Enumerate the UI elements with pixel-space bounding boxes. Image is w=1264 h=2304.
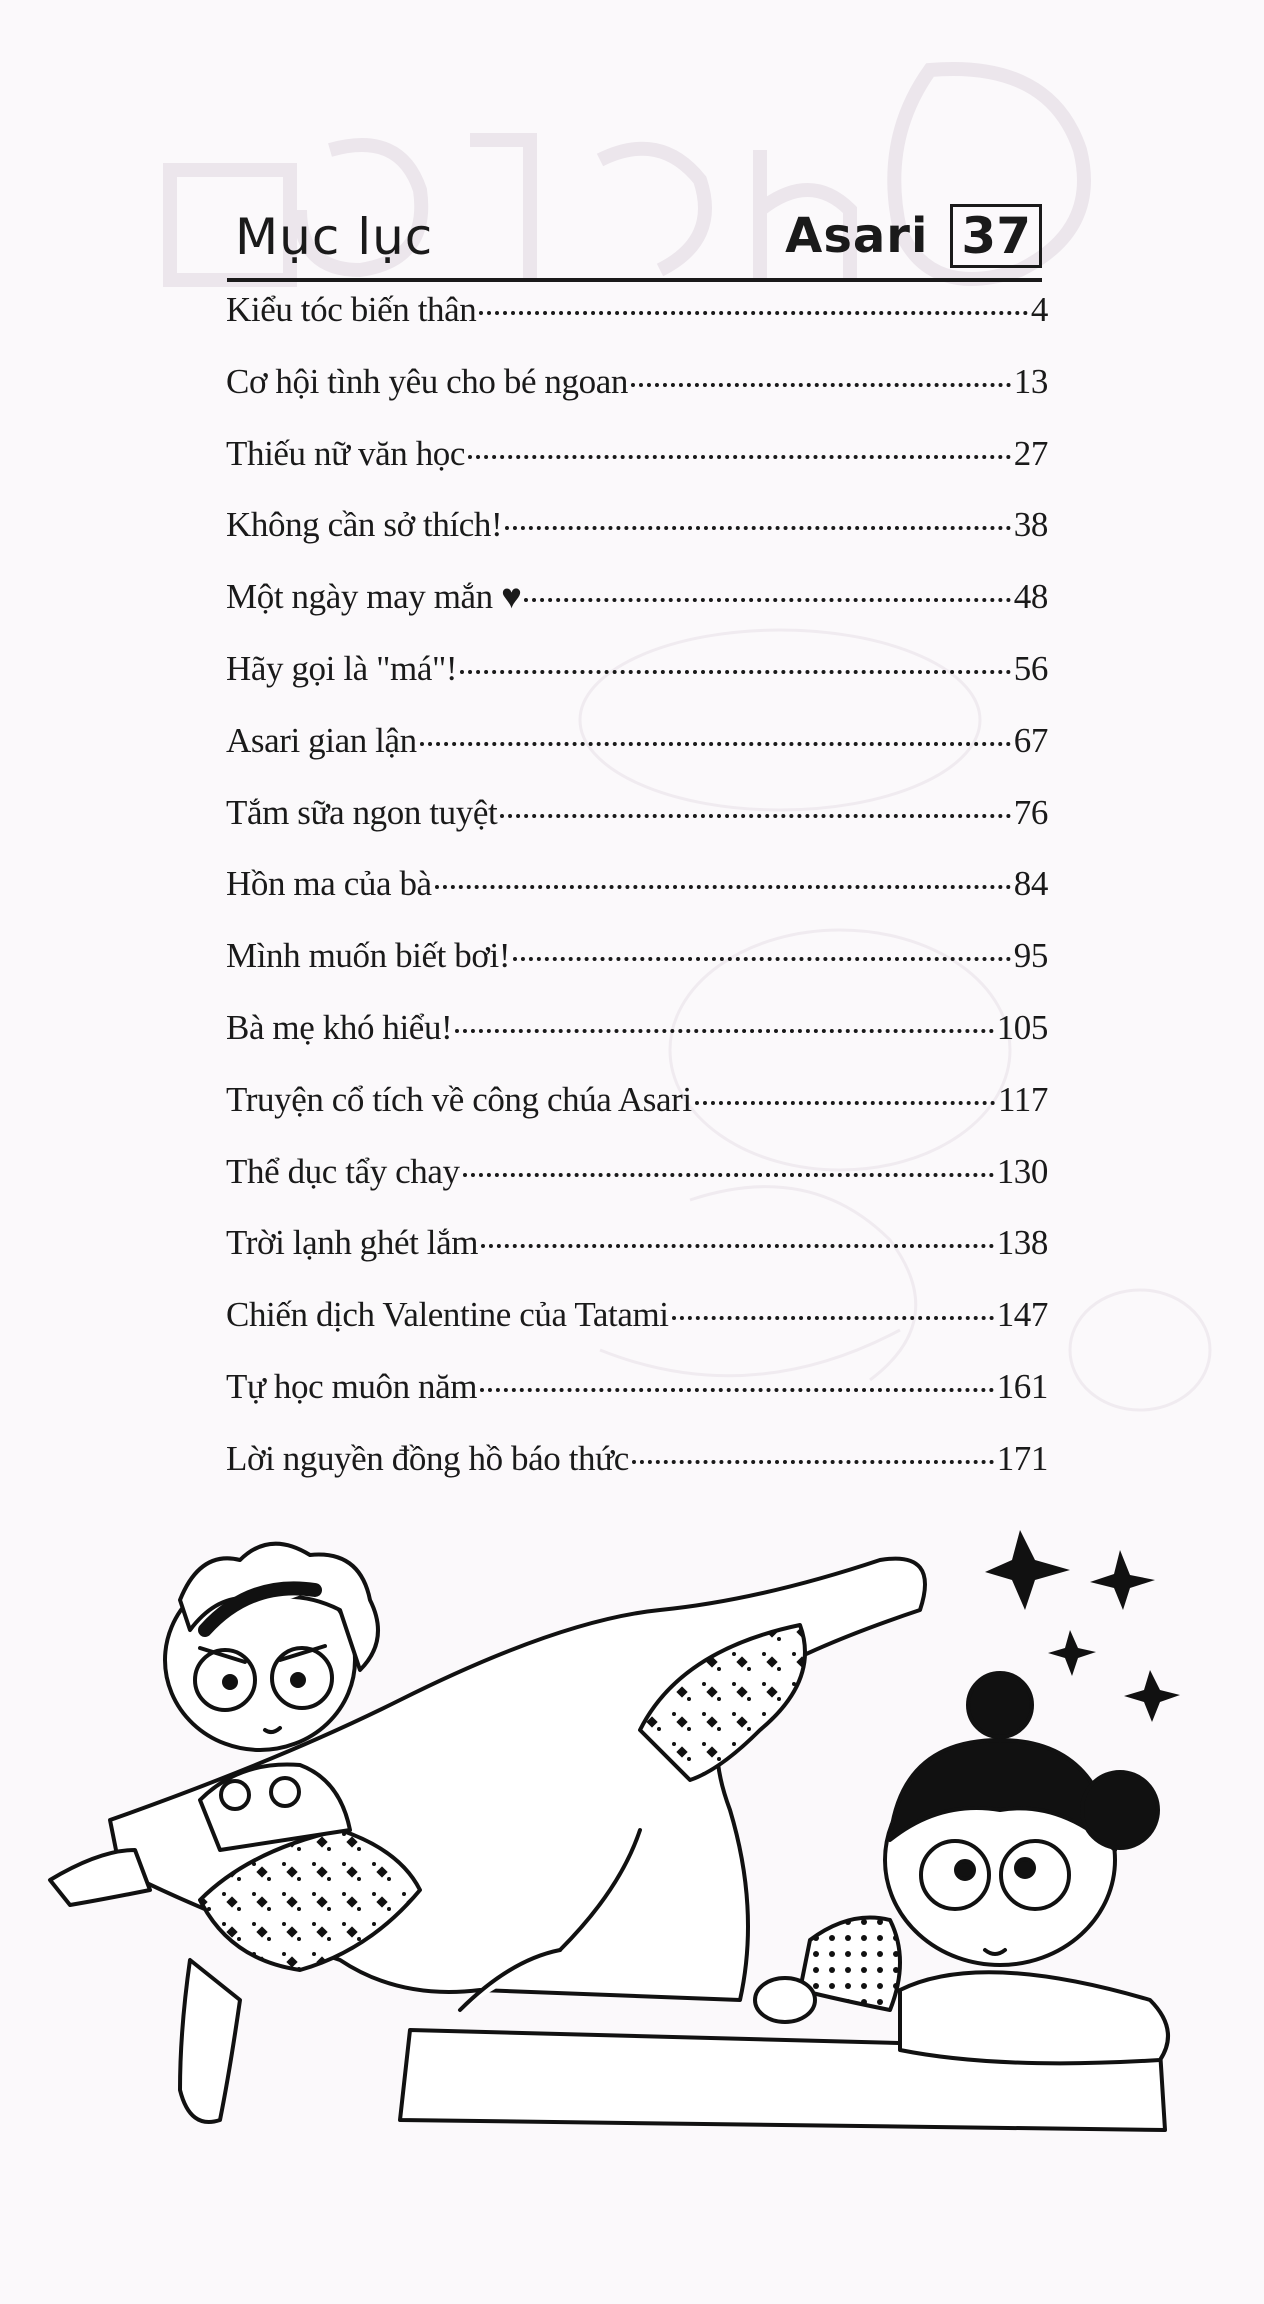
- toc-entry-page: 13: [1013, 361, 1048, 401]
- toc-leader-dots: [420, 742, 1011, 746]
- toc-entry-page: 130: [996, 1151, 1048, 1191]
- toc-entry-page: 117: [997, 1079, 1048, 1119]
- toc-entry-title: Bà mẹ khó hiểu!: [226, 1007, 453, 1047]
- toc-entry-title: Một ngày may mắn ♥: [226, 577, 522, 617]
- toc-entry[interactable]: [226, 434, 1048, 506]
- toc-entry-page: 138: [996, 1223, 1048, 1263]
- toc-entry-page: 4: [1030, 290, 1048, 329]
- toc-header: [227, 200, 1042, 282]
- toc-leader-dots: [505, 526, 1011, 530]
- toc-entry-page: 105: [996, 1007, 1048, 1047]
- toc-leader-dots: [481, 1244, 994, 1248]
- toc-entry-title: Hồn ma của bà: [226, 864, 432, 904]
- toc-entry[interactable]: [226, 864, 1048, 936]
- toc-entry-page: 76: [1013, 792, 1048, 832]
- toc-entry-page: 95: [1013, 936, 1048, 976]
- toc-entry-page: 38: [1013, 505, 1048, 545]
- toc-entry[interactable]: [226, 577, 1048, 649]
- toc-entry-title: Tắm sữa ngon tuyệt: [226, 792, 498, 832]
- toc-entry[interactable]: [226, 1223, 1048, 1295]
- toc-leader-dots: [524, 598, 1010, 602]
- toc-entry[interactable]: [226, 1152, 1048, 1224]
- toc-entry-title: Tự học muôn năm: [226, 1366, 478, 1406]
- toc-entry-page: 147: [996, 1295, 1048, 1335]
- toc-entry-page: 56: [1013, 648, 1048, 688]
- toc-entry-title: Lời nguyền đồng hồ báo thức: [226, 1438, 629, 1478]
- toc-entry-title: Trời lạnh ghét lắm: [226, 1223, 479, 1263]
- toc-entry[interactable]: [226, 793, 1048, 865]
- toc-leader-dots: [435, 885, 1011, 889]
- toc-entry-title: Mình muốn biết bơi!: [226, 936, 511, 976]
- toc-leader-dots: [479, 311, 1028, 315]
- toc-entry-title: Truyện cổ tích về công chúa Asari: [226, 1079, 692, 1119]
- toc-entry[interactable]: [226, 721, 1048, 793]
- toc-leader-dots: [513, 957, 1011, 961]
- toc-entry[interactable]: [226, 290, 1048, 362]
- toc-leader-dots: [455, 1029, 993, 1033]
- series-name: Asari: [785, 208, 929, 264]
- toc-entry-page: 27: [1013, 433, 1048, 473]
- toc-entry-title: Kiểu tóc biến thân: [226, 290, 477, 329]
- toc-entry-title: Thiếu nữ văn học: [226, 433, 466, 473]
- toc-entry[interactable]: [226, 1008, 1048, 1080]
- toc-entry-page: 48: [1013, 577, 1048, 617]
- toc-entry[interactable]: [226, 362, 1048, 434]
- toc-entry[interactable]: [226, 936, 1048, 1008]
- toc-entry-title: Asari gian lận: [226, 720, 417, 760]
- manga-illustration-icon: [40, 1530, 1230, 2180]
- toc-leader-dots: [631, 383, 1011, 387]
- toc-entry[interactable]: [226, 1295, 1048, 1367]
- toc-leader-dots: [468, 455, 1011, 459]
- toc-leader-dots: [695, 1101, 995, 1105]
- toc-leader-dots: [672, 1316, 994, 1320]
- toc-entry-page: 67: [1013, 720, 1048, 760]
- toc-leader-dots: [480, 1388, 994, 1392]
- toc-entry[interactable]: [226, 649, 1048, 721]
- toc-entry-page: 171: [996, 1438, 1048, 1478]
- toc-entry[interactable]: [226, 1439, 1048, 1511]
- toc-entry-page: 84: [1013, 864, 1048, 904]
- toc-leader-dots: [632, 1460, 994, 1464]
- toc-leader-dots: [460, 670, 1011, 674]
- header-right: [785, 204, 1042, 268]
- toc-entry-title: Chiến dịch Valentine của Tatami: [226, 1295, 669, 1335]
- toc-entry-title: Hãy gọi là "má"!: [226, 648, 458, 688]
- page-title: Mục lục: [235, 208, 434, 266]
- volume-number: 37: [950, 204, 1042, 268]
- toc-entry[interactable]: [226, 1080, 1048, 1152]
- toc-entry[interactable]: [226, 1367, 1048, 1439]
- toc-leader-dots: [500, 814, 1011, 818]
- toc-entry[interactable]: [226, 505, 1048, 577]
- toc-entry-title: Thể dục tẩy chay: [226, 1151, 460, 1191]
- toc-entry-title: Không cần sở thích!: [226, 505, 503, 545]
- table-of-contents: [226, 290, 1048, 1511]
- toc-entry-title: Cơ hội tình yêu cho bé ngoan: [226, 361, 628, 401]
- toc-entry-page: 161: [996, 1366, 1048, 1406]
- toc-leader-dots: [463, 1173, 994, 1177]
